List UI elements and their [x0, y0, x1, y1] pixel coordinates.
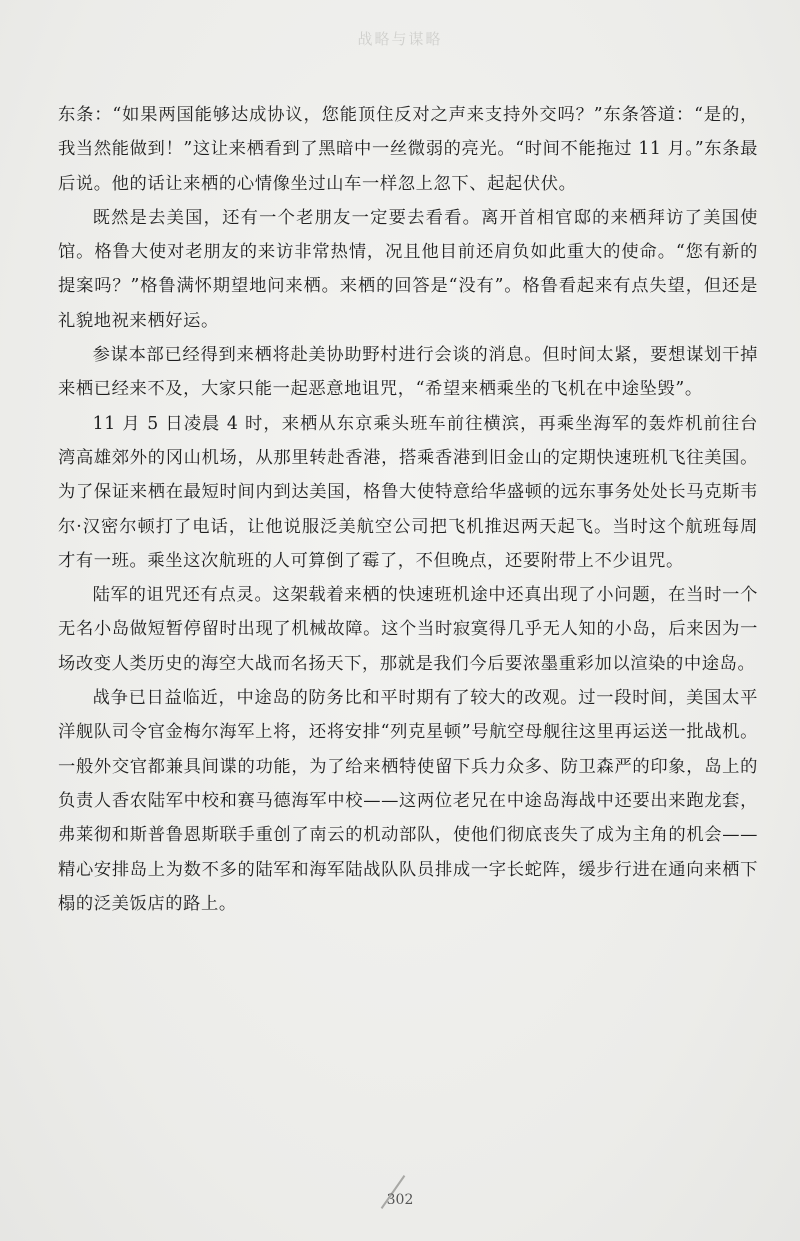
paragraph: 陆军的诅咒还有点灵。这架载着来栖的快速班机途中还真出现了小问题，在当时一个无名小岛做短暂停留时出现了机械故障。这个当时寂寞得几乎无人知的小岛，后来因为一场改变人类历史的海空大战而名扬天下，那就是我们今后要浓墨重彩加以渲染的中途岛。 — [58, 585, 758, 674]
running-header: 战略与谋略 — [357, 30, 443, 48]
paragraph: 东条：“如果两国能够达成协议，您能顶住反对之声来支持外交吗？”东条答道：“是的，我当然能做到！”这让来栖看到了黑暗中一丝微弱的亮光。“时间不能拖过 11 月。”东条最后说。他的话让来栖的心情像坐过山车一样忽上忽下、起起伏伏。 — [58, 105, 758, 194]
paragraph: 参谋本部已经得到来栖将赴美协助野村进行会谈的消息。但时间太紧，要想谋划干掉来栖已经来不及，大家只能一起恶意地诅咒，“希望来栖乘坐的飞机在中途坠毁”。 — [58, 345, 758, 400]
paragraph: 既然是去美国，还有一个老朋友一定要去看看。离开首相官邸的来栖拜访了美国使馆。格鲁大使对老朋友的来访非常热情，况且他目前还肩负如此重大的使命。“您有新的提案吗？”格鲁满怀期望地问来栖。来栖的回答是“没有”。格鲁看起来有点失望，但还是礼貌地祝来栖好运。 — [58, 207, 758, 331]
body-text — [58, 98, 758, 921]
paragraph: 11 月 5 日凌晨 4 时，来栖从东京乘头班车前往横滨，再乘坐海军的轰炸机前往台湾高雄郊外的冈山机场，从那里转赴香港，搭乘香港到旧金山的定期快速班机飞往美国。为了保证来栖在最短时间内到达美国，格鲁大使特意给华盛顿的远东事务处处长马克斯韦尔·汉密尔顿打了电话，让他说服泛美航空公司把飞机推迟两天起飞。当时这个航班每周才有一班。乘坐这次航班的人可算倒了霉了，不但晚点，还要附带上不少诅咒。 — [58, 413, 758, 571]
page-number: 302 — [386, 1192, 414, 1208]
paragraph: 战争已日益临近，中途岛的防务比和平时期有了较大的改观。过一段时间，美国太平洋舰队司令官金梅尔海军上将，还将安排“列克星顿”号航空母舰往这里再运送一批战机。一般外交官都兼具间谍的功能，为了给来栖特使留下兵力众多、防卫森严的印象，岛上的负责人香农陆军中校和赛马德海军中校——这两位老兄在中途岛海战中还要出来跑龙套，弗莱彻和斯普鲁恩斯联手重创了南云的机动部队，使他们彻底丧失了成为主角的机会——精心安排岛上为数不多的陆军和海军陆战队队员排成一字长蛇阵，缓步行进在通向来栖下榻的泛美饭店的路上。 — [58, 688, 758, 914]
